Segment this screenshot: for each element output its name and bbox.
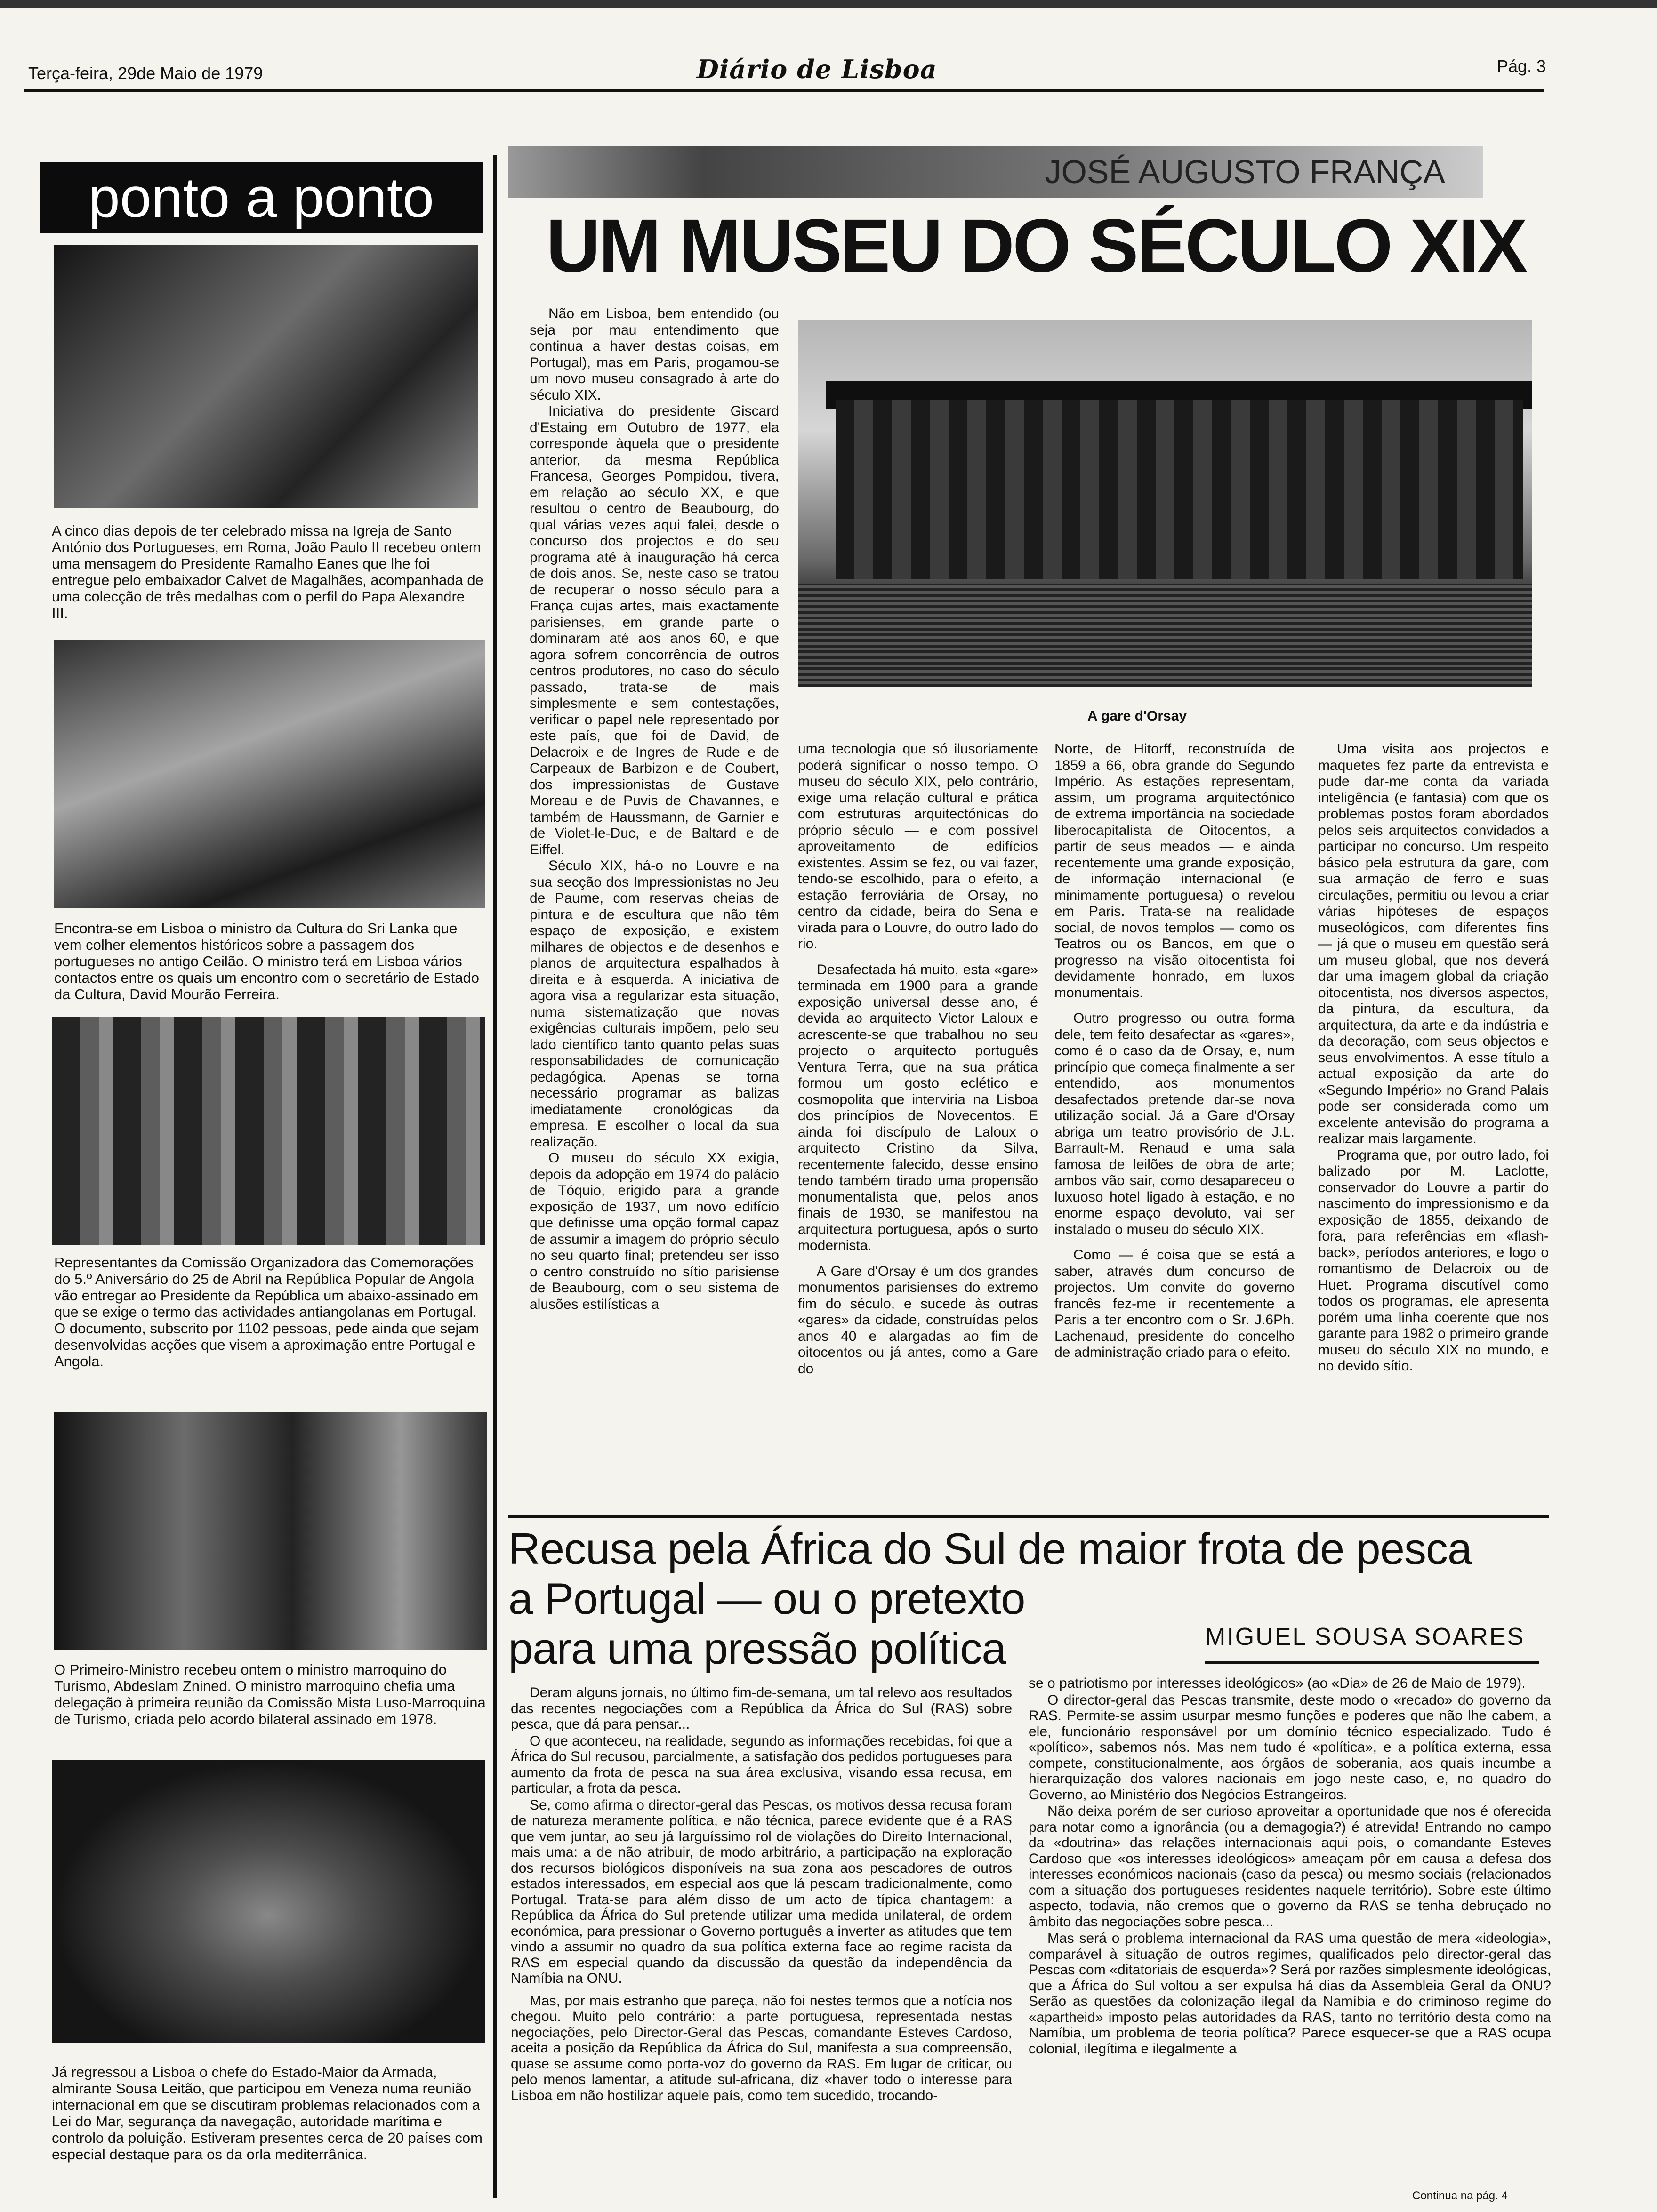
recusa-headline <box>508 1524 1472 1674</box>
museu-column-2 <box>798 741 1038 1377</box>
paragraph: uma tecnologia que só ilusoriamente poderá significar o nosso tempo. O museu do século XIX, pelo contrário, exige uma relação cultural e prática com estruturas arquitectónicas do próprio século — e com possível aproveitamento de edifícios existentes. Assim se fez, ou vai fazer, tendo-se escolhido, para o efeito, a estação ferroviária de Orsay, no centro da cidade, beira do Sena e virada para o Louvre, do outro lado do rio. <box>798 741 1038 952</box>
museu-column-3 <box>1054 741 1295 1361</box>
paragraph: A Gare d'Orsay é um dos grandes monumentos parisienses do extremo fim do século, e sucede às outras «gares» da cidade, construídas pelos anos 40 e alargadas ao fim de oitocentos ou já antes, como a Gare do <box>798 1263 1038 1377</box>
photo-prime-minister-meeting <box>54 1412 487 1650</box>
header-rule <box>24 89 1544 92</box>
paragraph: Desafectada há muito, esta «gare» terminada em 1900 para a grande exposição universal desse ano, é devida ao arquitecto Victor Laloux e acrescente-se que trabalhou no seu projecto o arquitecto português Ventura Terra, que na sua prática formou um gosto eclético e cosmopolita que interviria na Lisboa dos princípios de Novecentos. E ainda foi discípulo de Laloux o arquitecto Cristino da Silva, recentemente falecido, desse ensino tendo também tirado uma propensão monumentalista que, pelos anos finais de 1930, se manifestou na arquitectura portuguesa, após o surto modernista. <box>798 962 1038 1253</box>
paragraph: Não em Lisboa, bem entendido (ou seja por mau entendimento que continua a haver destas coisas, em Portugal), mas em Paris, progamou-se um novo museu consagrado à arte do século XIX. <box>530 306 779 403</box>
headline-line: para uma pressão política <box>508 1624 1006 1673</box>
photo-gare-dorsay <box>798 320 1532 687</box>
paragraph: Século XIX, há-o no Louvre e na sua secção dos Impressionistas no Jeu de Paume, com reservas cheias de pintura e de escultura que não têm espaço de exposição, e existem milhares de objectos e de desenhos e planos de arquitectura espalhados à direita e à esquerda. A iniciativa de agora visa a regularizar esta situação, numa sistematização que novas exigências culturais impõem, pelo seu lado científico tanto quanto pelas suas responsabilidades de comunicação pedagógica. Apenas se torna necessário programar as balizas imediatamente cronológicas da empresa. E escolher o local da sua realização. <box>530 858 779 1150</box>
photo-sri-lanka-minister <box>54 640 485 908</box>
paragraph: Se, como afirma o director-geral das Pescas, os motivos dessa recusa foram de natureza meramente política, e não técnica, parece evidente que é a RAS que vem juntar, ao seu já larguíssimo rol de violações do Direito Internacional, mais uma: a de não atribuir, de modo arbitrário, a participação na exploração dos recursos biológicos disponíveis na sua zona aos pescadores de outros estados interessados, em especial aos que lá pescam tradicionalmente, como Portugal. Trata-se para além disso de um acto de típica chantagem: a República da África do Sul pretende utilizar uma medida unilateral, de ordem económica, para pressionar o Governo português a inverter as atitudes que tem vindo a assumir no quadro da sua política externa face ao regime racista da RAS em especial quando da discussão da questão da independência da Namíbia na ONU. <box>511 1797 1012 1986</box>
headline-line: a Portugal — ou o pretexto <box>508 1574 1025 1623</box>
paragraph: Como — é coisa que se está a saber, através dum concurso de projectos. Um convite do governo francês fez-me ir recentemente a Paris a ter encontro com o Sr. J.6Ph. Lachenaud, presidente do concelho de administração criado para o efeito. <box>1054 1247 1295 1360</box>
issue-date: Terça-feira, 29de Maio de 1979 <box>28 64 263 83</box>
photo-admiral-portrait <box>52 1760 485 2043</box>
author-rule <box>1205 1661 1539 1664</box>
paragraph: Iniciativa do presidente Giscard d'Estaing em Outubro de 1977, ela corresponde àquela que o presidente anterior, da mesma República Francesa, Georges Pompidou, tivera, em relação ao século XX, e que resultou o centro de Beaubourg, do qual várias vezes aqui falei, desde o concurso dos projectos e do seu programa até à inauguração há cerca de dois anos. Se, neste caso se tratou de recuperar o nosso século para a França cujas artes, mais exactamente parisienses, em grande parte o dominaram até aos anos 60, e que agora sofrem concorrência de outros centros produtores, no caso do século passado, trata-se de mais simplesmente e sem contestações, verificar o papel nele representado por este país, que foi de David, de Delacroix e de Ingres de Rude e de Carpeaux de Barbizon e de Coubert, dos impressionistas de Gustave Moreau e de Puvis de Chavannes, e também de Haussmann, de Garnier e de Violet-le-Duc, e de Baltard e de Eiffel. <box>530 403 779 858</box>
paragraph: O director-geral das Pescas transmite, deste modo o «recado» do governo da RAS. Permite-se assim usurpar mesmo funções e poderes que não lhe cabem, a ele, funcionário responsável por um domínio técnico especializado. Tudo é «político», sabemos nós. Mas nem tudo é «política», e a política externa, essa compete, constitucionalmente, aos órgãos de soberania, aos quais incumbe a hierarquização dos valores nacionais em jogo neste caso, e, no quadro do Governo, ao Ministério dos Negócios Estrangeiros. <box>1029 1692 1551 1803</box>
paragraph: Deram alguns jornais, no último fim-de-semana, um tal relevo aos resultados das recentes negociações com a República da África do Sul (RAS) sobre pesca, que dá para pensar... <box>511 1685 1012 1732</box>
paragraph: O que aconteceu, na realidade, segundo as informações recebidas, foi que a África do Sul recusou, parcialmente, a satisfação dos pedidos portugueses para aumento da frota de pesca na sua área exclusiva, visando essa recusa, em particular, a frota da pesca. <box>511 1733 1012 1796</box>
ponto-column-border <box>493 155 497 2198</box>
recusa-column-1 <box>511 1685 1012 2104</box>
paragraph: Não deixa porém de ser curioso aproveitar a oportunidade que nos é oferecida para notar como a ignorância (ou a demagogia?) é atrevida! Entrando no campo da «doutrina» das relações internacionais aqui pois, o comandante Esteves Cardoso que «os interesses ideológicos» ameaçam pôr em causa a defesa dos interesses económicos nacionais (caso da pesca) ou mesmo sociais (relacionados com a situação dos portugueses residentes naquele território). Sobre este último aspecto, todavia, não cremos que o governo da RAS se tenha debruçado no âmbito das negociações sobre pesca... <box>1029 1803 1551 1930</box>
paragraph: Uma visita aos projectos e maquetes fez parte da entrevista e pude dar-me conta da variada inteligência (e fantasia) com que os problemas postos foram abordados pelos seis arquitectos convidados a participar no concurso. Um respeito básico pela estrutura da gare, com sua armação de ferro e suas circulações, permitiu ou levou a criar várias hipóteses de espaços museológicos, com diferentes fins — já que o museu em questão será um museu global, que nos deverá dar uma imagem global da criação oitocentista, nos diversos aspectos, da pintura, da escultura, da arquitectura, da arte e da indústria e da decoração, com seus objectos e seus envolvimentos. A esse título a actual exposição da arte do «Segundo Império» no Grand Palais pode ser considerada como um excelente antevisão do programa a realizar mais largamente. <box>1318 741 1549 1146</box>
museu-headline: UM MUSEU DO SÉCULO XIX <box>546 203 1526 288</box>
article-divider <box>508 1515 1549 1518</box>
museu-column-1 <box>530 306 779 1313</box>
museu-column-4 <box>1318 741 1549 1375</box>
top-border <box>0 0 1657 8</box>
photo-caption-gare-dorsay: A gare d'Orsay <box>1087 708 1187 724</box>
photo-cityscape <box>52 1017 485 1245</box>
ponto-caption-2: Encontra-se em Lisboa o ministro da Cultura do Sri Lanka que vem colher elementos históricos sobre a passagem dos portugueses no antigo Ceilão. O ministro terá em Lisboa vários contactos entre os quais um encontro com o secretário de Estado da Cultura, David Mourão Ferreira. <box>54 920 479 1002</box>
recusa-column-2 <box>1029 1675 1551 2058</box>
paragraph: Programa que, por outro lado, foi balizado por M. Laclotte, conservador do Louvre a partir do nascimento do impressionismo e da exposição de 1855, deixando de fora, para referências em «flash-back», períodos anteriores, e logo o romantismo de Delacroix ou de Huet. Programa discutível como todos os programas, ele apresenta porém uma linha coerente que nos garante para 1982 o primeiro grande museu do século XIX no mundo, e no devido sítio. <box>1318 1147 1549 1374</box>
ponto-caption-5: Já regressou a Lisboa o chefe do Estado-Maior da Armada, almirante Sousa Leitão, que participou em Veneza numa reunião internacional em que se discutiram problemas relacionados com a Lei do Mar, segurança da navegação, autoridade marítima e controlo da poluição. Estiveram presentes cerca de 20 países com especial destaque para os da orla mediterrânica. <box>52 2064 483 2163</box>
newspaper-nameplate: Diário de Lisboa <box>697 54 937 84</box>
ponto-caption-3: Representantes da Comissão Organizadora das Comemorações do 5.º Aniversário do 25 de Abril na República Popular de Angola vão entregar ao Presidente da República um abaixo-assinado em que se exige o termo das actividades antiangolanas em Portugal. O documento, subscrito por 1102 pessoas, pede ainda que sejam desenvolvidas acções que visem a aproximação entre Portugal e Angola. <box>54 1254 479 1370</box>
museu-byline: JOSÉ AUGUSTO FRANÇA <box>508 146 1483 198</box>
section-title-ponto-a-ponto: ponto a ponto <box>40 162 483 233</box>
continuation-note: Continua na pág. 4 <box>1412 2189 1508 2202</box>
paragraph: Outro progresso ou outra forma dele, tem feito desafectar as «gares», como é o caso da de Orsay, e, num princípio que começa finalmente a ser entendido, aos monumentos desafectados pretende dar-se nova utilização social. Já a Gare d'Orsay abriga um teatro provisório de J.L. Barrault-M. Renaud e uma sala famosa de leilões de obra de arte; ambos vão sair, como desapareceu o luxuoso hotel ligado à estação, e no enorme espaço devoluto, vai ser instalado o museu do século XIX. <box>1054 1010 1295 1237</box>
headline-line: Recusa pela África do Sul de maior frota de pesca <box>508 1524 1472 1573</box>
paragraph: Mas será o problema internacional da RAS uma questão de mera «ideologia», comparável à situação de outros regimes, qualificados pelo director-geral das Pescas com «ditatoriais de esquerda»? Será por razões simplesmente ideológicas, que a África do Sul voltou a ser expulsa há dias da Assembleia Geral da ONU? Serão as questões da colonização ilegal da Namíbia e do criminoso regime do «apartheid» imposto pelas autoridades da RAS, tanto no território desta como na Namíbia, um problema de teoria política? Parece esquecer-se que a RAS ocupa colonial, ilegítima e ilegalmente a <box>1029 1931 1551 2057</box>
ponto-caption-4: O Primeiro-Ministro recebeu ontem o ministro marroquino do Turismo, Abdeslam Znined. O ministro marroquino chefia uma delegação à primeira reunião da Comissão Mista Luso-Marroquina de Turismo, criada pelo acordo bilateral assinado em 1978. <box>54 1661 486 1727</box>
paragraph: O museu do século XX exigia, depois da adopção em 1974 do palácio de Tóquio, erigido para a grande exposição de 1937, um novo edifício que definisse uma opção formal capaz de assumir a imagem do próprio século no seu quarto final; pretendeu ser isso o centro construído no sítio parisiense de Beaubourg, com o seu sistema de alusões estilísticas a <box>530 1150 779 1312</box>
paragraph: Norte, de Hitorff, reconstruída de 1859 a 66, obra grande do Segundo Império. As estações representam, assim, um programa arquitectónico de extrema importância na sociedade liberocapitalista de Oitocentos, a partir de seus meados — e ainda recentemente uma grande exposição, de informação internacional (e minimamente portuguesa) o revelou em Paris. Trata-se na realidade social, de novos templos — como os Teatros ou os Bancos, em que o progresso na visão oitocentista foi devidamente honrado, em luxos monumentais. <box>1054 741 1295 1001</box>
recusa-author: MIGUEL SOUSA SOARES <box>1205 1623 1525 1651</box>
paragraph: Mas, por mais estranho que pareça, não foi nestes termos que a notícia nos chegou. Muito pelo contrário: a parte portuguesa, representada nestas negociações, pelo Director-Geral das Pescas, comandante Esteves Cardoso, aceita a posição da República da África do Sul, manifesta a sua compreensão, quase se assume como porta-voz do governo da RAS. Em lugar de criticar, ou pelo menos lamentar, a atitude sul-africana, diz «haver todo o interesse para Lisboa em não hostilizar aquele país, como tem sucedido, trocando- <box>511 1993 1012 2103</box>
paragraph: se o patriotismo por interesses ideológicos» (ao «Dia» de 26 de Maio de 1979). <box>1029 1675 1526 1691</box>
photo-pope <box>54 245 478 508</box>
ponto-caption-1: A cinco dias depois de ter celebrado missa na Igreja de Santo António dos Portugueses, em Roma, João Paulo II recebeu ontem uma mensagem do Presidente Ramalho Eanes que lhe foi entregue pelo embaixador Calvet de Magalhães, acompanhada de uma colecção de três medalhas com o perfil do Papa Alexandre III. <box>52 522 483 621</box>
page-number: Pág. 3 <box>1497 56 1546 76</box>
